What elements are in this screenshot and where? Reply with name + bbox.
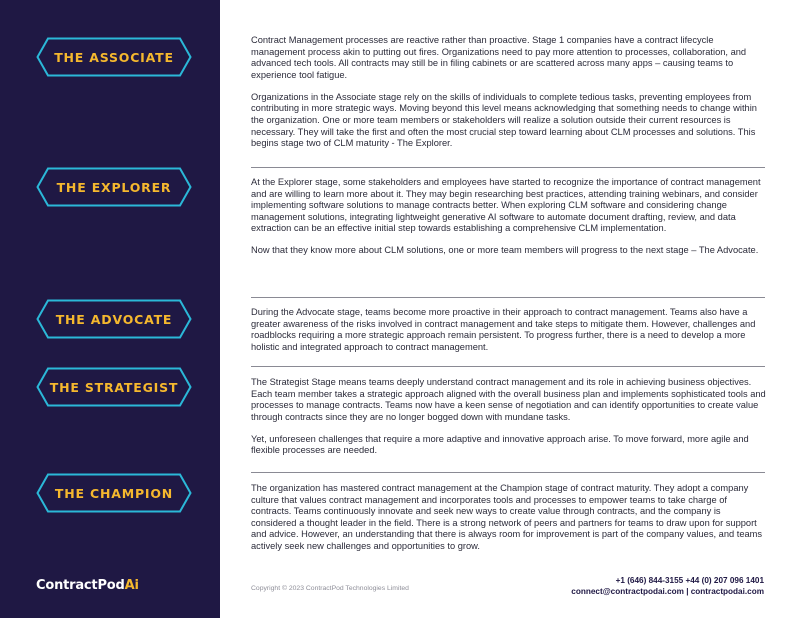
badge-strategist <box>36 367 192 407</box>
logo-main-text: ContractPod <box>36 578 125 593</box>
paragraph: The Strategist Stage means teams deeply understand contract management and its role in achieving business objectives. Each team member takes a strategic approach aligned with the overall business plan and implements sophisticated tools and processes to manage contracts. Teams now have a keen sense of negotiation and can identify opportunities to create value through contracts since they are no longer bogged down with mundane tasks. <box>251 377 766 422</box>
badge-champion <box>36 473 192 513</box>
badge-associate <box>36 37 192 77</box>
badge-label: THE CHAMPION <box>54 485 174 501</box>
sidebar <box>0 0 220 618</box>
section-associate <box>251 35 767 160</box>
section-champion <box>251 483 767 563</box>
paragraph: The organization has mastered contract management at the Champion stage of contract maturity. They adopt a company culture that values contract management and incorporates tools and processes to empower teams to take charge of contracts. Teams continuously innovate and seek new ways to create value through contracts, and the company is considered a thought leader in the field. There is a strong network of peers and partners for teams to draw upon for support and advice. However, an understanding that there is always room for improvement is part of the company values, and teams actively seek new challenges and opportunities to grow. <box>251 483 763 551</box>
copyright-text: Copyright © 2023 ContractPod Technologies Limited <box>251 585 409 592</box>
section-divider <box>251 472 765 473</box>
badge-label: THE ADVOCATE <box>55 311 173 327</box>
section-explorer <box>251 177 767 268</box>
paragraph: Yet, unforeseen challenges that require a more adaptive and innovative approach arise. To move forward, more agile and flexible processes are needed. <box>251 433 749 456</box>
badge-label: THE EXPLORER <box>56 179 172 195</box>
paragraph: Now that they know more about CLM solutions, one or more team members will progress to the next stage – The Advocate. <box>251 245 759 256</box>
badge-advocate <box>36 299 192 339</box>
paragraph: Contract Management processes are reactive rather than proactive. Stage 1 companies have a contract lifecycle management process akin to putting out fires. Organizations need to pay more attention to processes, collaboration, and advanced tech tools. All contracts may still be in filing cabinets or are scattered across many apps – causing teams to experience tool fatigue. <box>251 35 747 80</box>
paragraph: Organizations in the Associate stage rely on the skills of individuals to complete tedious tasks, preventing employees from contributing in more strategic ways. Moving beyond this level means acknowledging that something needs to change within the organization. One or more team members or stakeholders will realize a solution outside their current resources is necessary. They will take the first and often the most crucial step toward learning about CLM processes and solutions. This begins stage two of CLM maturity - The Explorer. <box>251 91 757 149</box>
contact-info <box>571 575 764 597</box>
section-divider <box>251 297 765 298</box>
section-divider <box>251 366 765 367</box>
company-logo <box>36 578 139 593</box>
paragraph: During the Advocate stage, teams become more proactive in their approach to contract management. Teams also have a greater awareness of the risks involved in contract management and take steps to mitigate them. However, challenges and roadblocks requiring a more strategic approach remain persistent. To progress further, there is a need to develop a more holistic and integrated approach to contract management. <box>251 307 756 352</box>
badge-label: THE STRATEGIST <box>49 379 179 395</box>
logo-accent-text: Ai <box>124 578 139 593</box>
section-advocate <box>251 307 767 364</box>
email-website: connect@contractpodai.com | contractpodai.com <box>571 587 764 596</box>
phone-numbers: +1 (646) 844-3155 +44 (0) 207 096 1401 <box>615 576 764 585</box>
section-strategist <box>251 377 767 468</box>
badge-label: THE ASSOCIATE <box>54 49 174 65</box>
badge-explorer <box>36 167 192 207</box>
paragraph: At the Explorer stage, some stakeholders and employees have started to recognize the importance of contract management and are willing to learn more about it. They may begin researching best practices, attending training webinars, and consider implementing software solutions to manage contracts better. When exploring CLM software and considering change management solutions, integrating lightweight generative AI software to automate document drafting, review, and data extraction can be an effective initial step towards establishing a comprehensive CLM implementation. <box>251 177 761 234</box>
section-divider <box>251 167 765 168</box>
